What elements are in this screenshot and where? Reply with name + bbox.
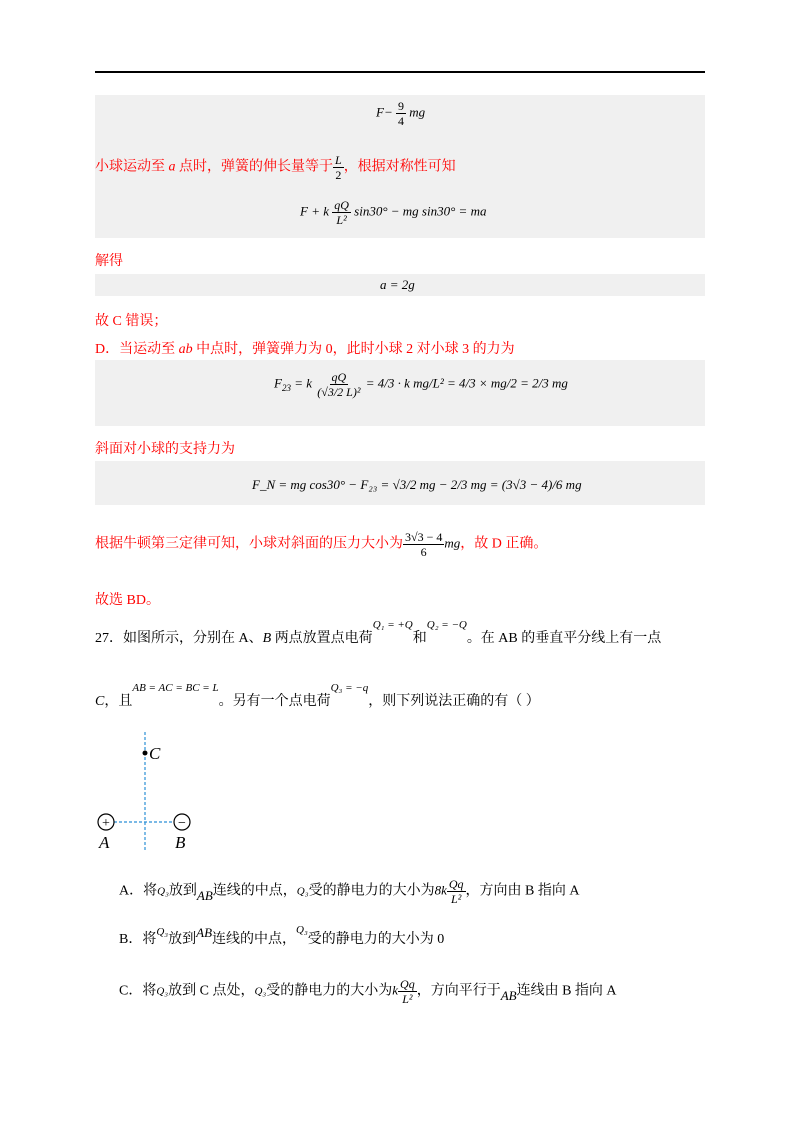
var-ab: AB	[500, 987, 517, 1003]
charge-q3: Q₃	[254, 985, 267, 998]
charge-q3: Q₃	[156, 926, 169, 938]
text: 连线的中点，	[212, 883, 297, 899]
frac-num: Qq	[448, 877, 464, 891]
text: C．将	[119, 983, 157, 999]
coef: 8k	[434, 882, 447, 898]
frac-den: L²	[336, 213, 347, 227]
option-c	[119, 977, 617, 1006]
frac-num: 9	[397, 99, 404, 113]
frac-num: Qq	[400, 977, 415, 991]
text: ，方向平行于	[416, 983, 501, 999]
text: 小球运动至	[95, 159, 169, 175]
text: ，方向由 B 指向 A	[465, 883, 580, 899]
text: B．将	[119, 932, 157, 947]
question-27-line2	[95, 682, 540, 710]
option-b	[119, 924, 445, 948]
var-ab: ab	[178, 342, 193, 357]
frac-num: qQ	[331, 370, 347, 384]
text: 放到	[168, 932, 197, 947]
c-wrong-text: 故 C 错误；	[95, 314, 168, 329]
charge-q3: Q₃	[156, 985, 169, 998]
text: ，则下列说法正确的有（ ）	[368, 694, 540, 709]
text: 。另有一个点电荷	[218, 694, 331, 709]
frac-num: 3√3 − 4	[405, 530, 443, 544]
var-ab: AB	[196, 887, 213, 903]
text: ，根据对称性可知	[343, 159, 456, 175]
answer-text: 故选 BD。	[95, 593, 160, 608]
option-a	[119, 877, 579, 906]
text: 点时，弹簧的伸长量等于	[175, 159, 333, 175]
unit-mg: mg	[444, 535, 461, 551]
text: 放到	[168, 883, 197, 899]
eq-text: = k	[294, 375, 312, 391]
frac-den: L²	[451, 892, 462, 906]
equation-a-2g: a = 2g	[380, 277, 415, 292]
question-27-line1	[95, 619, 662, 647]
eq-text: F + k	[300, 203, 329, 219]
frac-den: 2	[335, 168, 342, 182]
eq-text: sin30° − mg sin30° = ma	[354, 203, 487, 219]
text: ，故 D 正确。	[460, 536, 548, 552]
text: 两点放置点电荷	[271, 631, 373, 646]
label-a: A	[99, 833, 110, 852]
charge-q3: Q₃	[296, 885, 309, 898]
charge-q3: Q₃	[157, 885, 169, 898]
eq-text: = 4/3 · k mg/L² = 4/3 × mg/2 = 2/3 mg	[365, 375, 568, 391]
text: ，且	[104, 694, 133, 709]
jiede-text: 解得	[95, 254, 123, 269]
charge-q3: Q₃ = −q	[330, 682, 369, 694]
text: 。在 AB 的垂直平分线上有一点	[466, 631, 662, 646]
label-b: B	[175, 833, 186, 852]
point-c-dot	[143, 751, 148, 756]
text: 受的静电力的大小为 0	[307, 932, 445, 947]
stretch-line	[95, 153, 456, 182]
frac-num: L	[335, 153, 342, 167]
equation-f23	[274, 370, 568, 399]
text: 27．如图所示，分别在 A、	[95, 631, 263, 646]
text: D．当运动至	[95, 342, 179, 357]
eq-text: mg	[409, 104, 426, 120]
plus-sign: +	[102, 816, 110, 831]
text: 放到 C 点处，	[168, 983, 255, 999]
subscript: 23	[281, 383, 291, 394]
condition-equation: AB = AC = BC = L	[132, 682, 219, 694]
equation-fn: F_N = mg cos30° − F₂₃ = √3/2 mg − 2/3 mg = (3√3 − 4)/6 mg	[252, 477, 582, 492]
frac-num: qQ	[334, 198, 349, 212]
charge-q3: Q₃	[296, 924, 308, 936]
frac-den: L²	[402, 992, 413, 1006]
charge-q1: Q₁ = +Q	[372, 619, 413, 631]
text: 连线的中点，	[212, 932, 297, 947]
text: 和	[412, 631, 427, 646]
var-c: C	[95, 694, 105, 709]
d-option-line	[95, 338, 515, 358]
minus-sign: −	[178, 816, 186, 831]
eq-text: F−	[376, 104, 393, 120]
label-c: C	[149, 744, 161, 763]
text: 受的静电力的大小为	[308, 883, 435, 899]
header-rule	[95, 71, 705, 73]
frac-den: 4	[397, 114, 404, 128]
eq-text: F	[274, 375, 282, 391]
text: A．将	[119, 883, 158, 899]
text: 连线由 B 指向 A	[516, 983, 617, 999]
support-force-line: 斜面对小球的支持力为	[95, 442, 235, 457]
text: 受的静电力的大小为	[266, 983, 393, 999]
var-b: B	[262, 631, 272, 646]
equation-force-balance	[300, 198, 486, 227]
text: 根据牛顿第三定律可知，小球对斜面的压力大小为	[95, 536, 403, 552]
frac-den: 6	[420, 545, 427, 559]
text: 中点时，弹簧弹力为 0，此时小球 2 对小球 3 的力为	[192, 342, 515, 357]
var-a: a	[168, 159, 176, 175]
coef: k	[392, 982, 399, 998]
charge-diagram	[90, 730, 210, 855]
equation-f-9-4-mg	[376, 99, 425, 128]
frac-den: (√3/2 L)²	[317, 385, 361, 399]
var-ab: AB	[196, 925, 213, 940]
newton-third-law-line	[95, 530, 547, 559]
charge-q2: Q₂ = −Q	[426, 619, 467, 631]
